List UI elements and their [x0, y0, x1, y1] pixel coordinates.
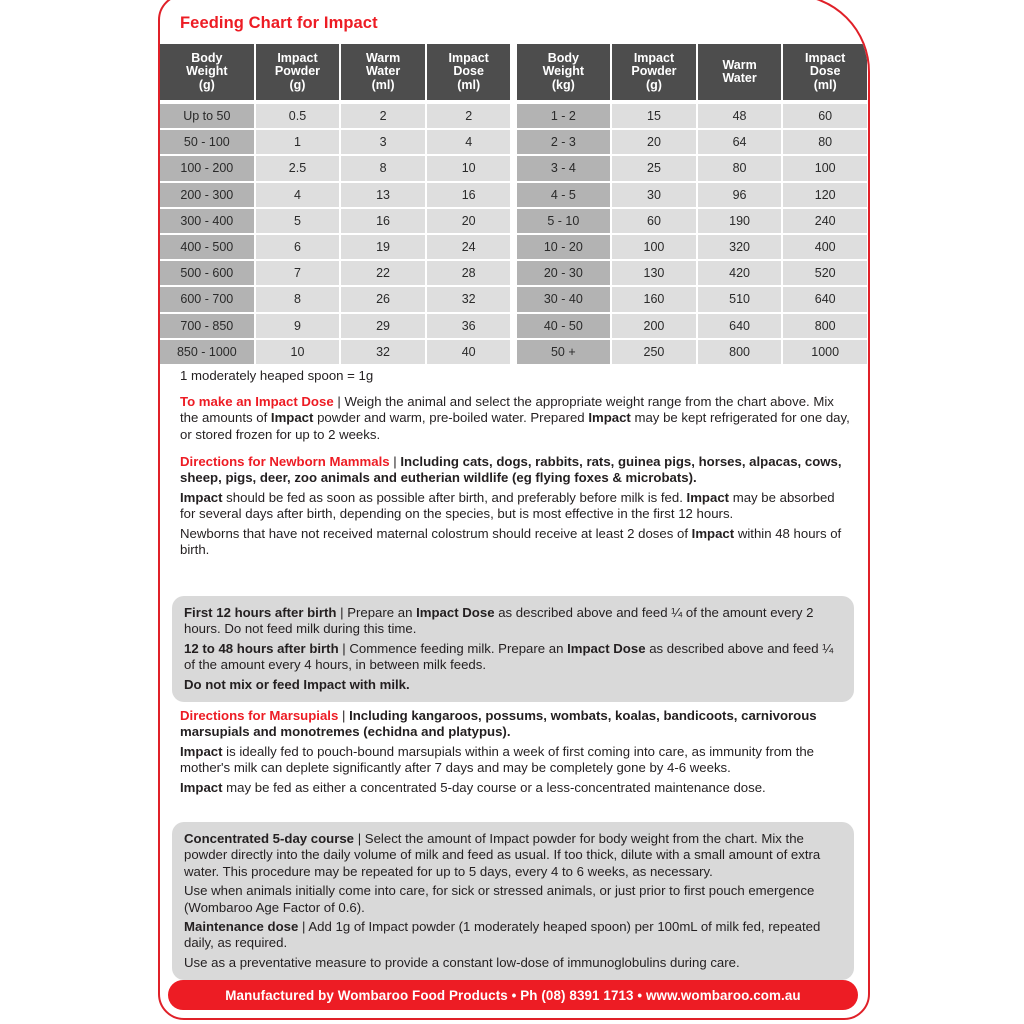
panel-course-l3-sep: | [302, 919, 306, 935]
make-dose-body-1: Weigh the animal and select the appropriate weight range from the chart above. Mix the amounts of [180, 394, 834, 426]
table-row-label: 600 - 700 [160, 287, 254, 311]
table-row-label: Up to 50 [160, 104, 254, 128]
make-dose-separator: | [337, 394, 341, 409]
table-row [160, 340, 511, 364]
table-header-cell [612, 44, 696, 100]
table-cell: 4 [256, 183, 340, 207]
header-line: Weight [186, 64, 228, 79]
table-cell: 29 [341, 314, 425, 338]
table-cell: 32 [341, 340, 425, 364]
header-line: Water [722, 71, 757, 85]
marsupials-paragraph-2 [180, 780, 852, 796]
table-cell: 15 [612, 104, 696, 128]
table-header-row-left [160, 44, 511, 100]
header-line: Warm [722, 57, 757, 72]
table-cell: 16 [341, 209, 425, 233]
section-make-dose [180, 394, 852, 443]
panel-hours-l2-bold-2: Impact Dose [567, 640, 646, 656]
panel-course-l4-text: Use as a preventative measure to provide a constant low-dose of immunoglobulins during care. [184, 954, 740, 970]
table-cell: 5 [256, 209, 340, 233]
table-cell: 8 [341, 156, 425, 180]
table-cell: 3 [341, 130, 425, 154]
table-cell: 1000 [783, 340, 867, 364]
table-row-label: 200 - 300 [160, 183, 254, 207]
table-header-cell [517, 44, 611, 100]
marsupials-separator: | [341, 708, 346, 723]
table-cell: 510 [698, 287, 782, 311]
newborn-p1-bold-2: Impact [686, 489, 730, 505]
header-line: Powder [274, 64, 321, 79]
newborn-paragraph-1 [180, 490, 852, 523]
table-cell: 22 [341, 261, 425, 285]
header-line: Impact [805, 50, 846, 65]
table-header-cell [160, 44, 254, 100]
table-row [517, 261, 868, 285]
table-header-cell [783, 44, 867, 100]
header-line: Dose [809, 64, 841, 79]
table-cell: 640 [698, 314, 782, 338]
table-cell: 200 [612, 314, 696, 338]
table-cell: 6 [256, 235, 340, 259]
spoon-note: 1 moderately heaped spoon = 1g [180, 368, 374, 383]
table-cell: 24 [427, 235, 511, 259]
table-cell: 190 [698, 209, 782, 233]
panel-course-l3-heading: Maintenance dose [184, 919, 299, 935]
table-cell: 40 [427, 340, 511, 364]
table-cell: 2 [427, 104, 511, 128]
table-cell: 80 [698, 156, 782, 180]
newborn-p2-text-2: within 48 hours of birth. [180, 525, 842, 558]
header-line: Impact [633, 50, 675, 65]
panel-hours-line-1 [184, 605, 842, 638]
panel-course-line-1 [184, 831, 842, 880]
table-cell: 36 [427, 314, 511, 338]
table-row-label: 10 - 20 [517, 235, 611, 259]
table-cell: 100 [783, 156, 867, 180]
table-row-label: 50 - 100 [160, 130, 254, 154]
table-row-label: 50 + [517, 340, 611, 364]
panel-course-l1-heading: Concentrated 5-day course [184, 831, 355, 846]
header-line: (g) [289, 77, 306, 92]
table-cell: 10 [427, 156, 511, 180]
table-row-label: 3 - 4 [517, 156, 611, 180]
panel-hours-line-2 [184, 641, 842, 674]
header-line: Impact [277, 50, 318, 65]
make-dose-body-3: may be kept refrigerated for one day, or stored frozen for up to 2 weeks. [180, 410, 850, 442]
header-line: (kg) [551, 77, 575, 92]
feeding-chart-right-half [517, 44, 868, 364]
table-row [160, 156, 511, 180]
header-line: Dose [453, 64, 484, 79]
table-row [517, 340, 868, 364]
table-header-cell [427, 44, 511, 100]
panel-hours-l2-text-2: as described above and feed ¼ of the amount every 4 hours, in between milk feeds. [184, 640, 834, 673]
table-cell: 60 [783, 104, 867, 128]
table-cell: 10 [256, 340, 340, 364]
newborn-p1-text-1: should be fed as soon as possible after birth, and preferably before milk is fed. [222, 489, 687, 505]
table-cell: 96 [698, 183, 782, 207]
table-cell: 20 [612, 130, 696, 154]
table-cell: 160 [612, 287, 696, 311]
header-line: Water [365, 64, 401, 79]
table-row-label: 1 - 2 [517, 104, 611, 128]
table-row [160, 183, 511, 207]
table-cell: 800 [698, 340, 782, 364]
table-row-label: 400 - 500 [160, 235, 254, 259]
marsupials-intro: Including kangaroos, possums, wombats, koalas, bandicoots, carnivorous marsupials and monotremes (echidna and platypus). [180, 708, 817, 740]
table-row-label: 30 - 40 [517, 287, 611, 311]
table-body-left [160, 102, 511, 364]
table-cell: 640 [783, 287, 867, 311]
panel-course-line-2 [184, 883, 842, 916]
marsupials-paragraph-1 [180, 744, 852, 777]
table-row-label: 20 - 30 [517, 261, 611, 285]
section-marsupials [180, 708, 852, 796]
newborn-p2-text-1: Newborns that have not received maternal colostrum should receive at least 2 doses of [180, 525, 692, 541]
header-line: Body [191, 50, 223, 65]
table-row [517, 104, 868, 128]
marsupials-p2-bold-1: Impact [180, 779, 223, 795]
newborn-separator: | [393, 454, 397, 469]
table-cell: 250 [612, 340, 696, 364]
table-cell: 100 [612, 235, 696, 259]
header-line: (g) [645, 77, 662, 92]
table-row [160, 287, 511, 311]
table-cell: 120 [783, 183, 867, 207]
table-row [517, 156, 868, 180]
newborn-p1-bold-1: Impact [180, 489, 223, 505]
table-cell: 800 [783, 314, 867, 338]
table-cell: 30 [612, 183, 696, 207]
panel-course-l1-sep: | [357, 831, 362, 846]
panel-hours-line-3 [184, 677, 842, 693]
table-cell: 320 [698, 235, 782, 259]
table-cell: 8 [256, 287, 340, 311]
table-cell: 80 [783, 130, 867, 154]
table-body-right [517, 102, 868, 364]
table-row [160, 130, 511, 154]
table-header-cell [256, 44, 340, 100]
table-cell: 64 [698, 130, 782, 154]
marsupials-p1-text-1: is ideally fed to pouch-bound marsupials within a week of first coming into care, as immunity from the mother's milk can deplete significantly after 7 days and may be completely gone by 4-6 weeks. [180, 743, 815, 776]
newborn-p2-bold-1: Impact [691, 525, 735, 541]
table-cell: 60 [612, 209, 696, 233]
table-cell: 32 [427, 287, 511, 311]
make-dose-bold-2: Impact [588, 410, 631, 426]
marsupials-p1-bold-1: Impact [180, 743, 223, 759]
table-cell: 130 [612, 261, 696, 285]
table-cell: 16 [427, 183, 511, 207]
panel-hours-l1-bold-2: Impact Dose [416, 605, 495, 620]
table-cell: 2.5 [256, 156, 340, 180]
panel-hours-l1-text-1: Prepare an [343, 605, 417, 620]
header-line: (ml) [813, 77, 837, 92]
newborn-paragraph-2 [180, 526, 852, 559]
make-dose-bold-1: Impact [270, 410, 314, 426]
table-cell: 4 [427, 130, 511, 154]
panel-course-l1-text: Select the amount of Impact powder for body weight from the chart. Mix the powder directly into the daily volume of milk and feed as usual. If too thick, dilute with a small amount of extra water. This procedure may be repeated for up to 5 days, every 4 to 6 weeks, as necessary. [184, 831, 821, 879]
page-title: Feeding Chart for Impact [180, 14, 378, 32]
table-row [160, 209, 511, 233]
panel-hours-l3-bold: Do not mix or feed Impact with milk. [184, 676, 410, 692]
panel-hours-l1-sep: | [340, 605, 344, 620]
table-cell: 520 [783, 261, 867, 285]
header-line: Weight [542, 64, 585, 79]
header-line: (ml) [371, 77, 395, 92]
header-line: Warm [365, 50, 401, 65]
table-cell: 48 [698, 104, 782, 128]
panel-course-l2-text: Use when animals initially come into care, for sick or stressed animals, or just prior to first pouch emergence (Wombaroo Age Factor of 0.6). [184, 883, 815, 915]
table-cell: 2 [341, 104, 425, 128]
manufacturer-footer: Manufactured by Wombaroo Food Products • Ph (08) 8391 1713 • www.wombaroo.com.au [168, 980, 858, 1010]
make-dose-heading: To make an Impact Dose [180, 394, 334, 409]
newborn-p1-text-2: may be absorbed for several days after birth, depending on the species, but is most effective in the first 12 hours. [180, 489, 835, 522]
table-row [517, 209, 868, 233]
table-row [517, 287, 868, 311]
section-newborn-mammals [180, 454, 852, 558]
table-row [517, 314, 868, 338]
table-cell: 13 [341, 183, 425, 207]
table-row [517, 183, 868, 207]
table-row [160, 235, 511, 259]
table-cell: 19 [341, 235, 425, 259]
table-row [160, 104, 511, 128]
panel-concentrated-course [172, 822, 854, 980]
table-cell: 25 [612, 156, 696, 180]
table-header-cell [341, 44, 425, 100]
table-cell: 420 [698, 261, 782, 285]
table-row-label: 100 - 200 [160, 156, 254, 180]
table-row-label: 300 - 400 [160, 209, 254, 233]
panel-course-l3-text: Add 1g of Impact powder (1 moderately heaped spoon) per 100mL of milk fed, repeated daily, as required. [184, 919, 821, 951]
table-header-cell [698, 44, 782, 100]
table-row [517, 235, 868, 259]
table-cell: 240 [783, 209, 867, 233]
newborn-heading: Directions for Newborn Mammals [180, 454, 390, 469]
panel-hours-l2-sep: | [342, 640, 346, 656]
panel-hours-l1-heading: First 12 hours after birth [184, 605, 337, 620]
feeding-chart-left-half [160, 44, 511, 364]
table-cell: 20 [427, 209, 511, 233]
product-label-card [158, 0, 870, 1020]
panel-hours-l1-text-2: as described above and feed ¼ of the amount every 2 hours. Do not feed milk during this time. [184, 605, 814, 637]
table-row [160, 314, 511, 338]
marsupials-p2-text-1: may be fed as either a concentrated 5-day course or a less-concentrated maintenance dose. [222, 779, 766, 795]
panel-hours-l2-heading: 12 to 48 hours after birth [184, 640, 339, 656]
header-line: Body [547, 50, 579, 65]
panel-course-line-3 [184, 919, 842, 952]
feeding-chart-table [160, 44, 867, 364]
table-row [160, 261, 511, 285]
table-row-label: 500 - 600 [160, 261, 254, 285]
table-row-label: 4 - 5 [517, 183, 611, 207]
table-header-row-right [517, 44, 868, 100]
table-row-label: 700 - 850 [160, 314, 254, 338]
table-row-label: 40 - 50 [517, 314, 611, 338]
panel-course-line-4 [184, 955, 842, 971]
table-cell: 0.5 [256, 104, 340, 128]
table-row [517, 130, 868, 154]
header-line: Impact [448, 50, 489, 65]
header-line: Powder [631, 64, 677, 79]
table-row-label: 5 - 10 [517, 209, 611, 233]
table-cell: 400 [783, 235, 867, 259]
table-row-label: 2 - 3 [517, 130, 611, 154]
table-row-label: 850 - 1000 [160, 340, 254, 364]
newborn-intro: Including cats, dogs, rabbits, rats, guinea pigs, horses, alpacas, cows, sheep, pigs, deer, zoo animals and eutherian wildlife (eg flying foxes & microbats). [180, 454, 842, 486]
table-cell: 1 [256, 130, 340, 154]
table-cell: 26 [341, 287, 425, 311]
header-line: (ml) [457, 77, 481, 92]
marsupials-heading: Directions for Marsupials [180, 708, 339, 723]
table-cell: 28 [427, 261, 511, 285]
table-cell: 9 [256, 314, 340, 338]
panel-first-hours [172, 596, 854, 702]
header-line: (g) [198, 77, 215, 92]
panel-hours-l2-text-1: Commence feeding milk. Prepare an [345, 640, 568, 656]
table-cell: 7 [256, 261, 340, 285]
make-dose-body-2: powder and warm, pre-boiled water. Prepared [313, 410, 589, 426]
